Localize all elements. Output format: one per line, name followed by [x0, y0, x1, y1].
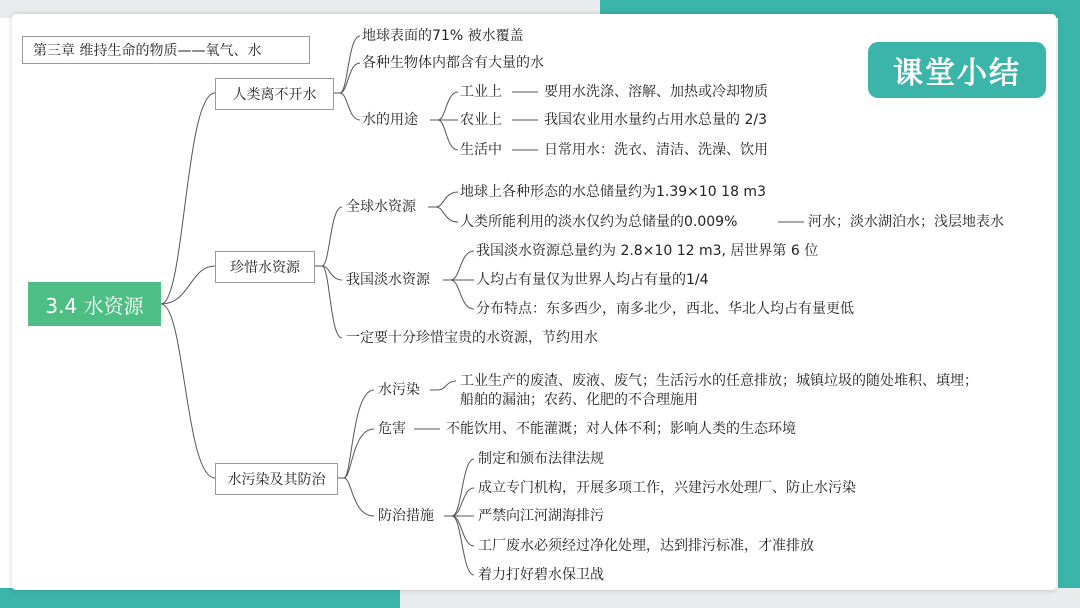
measure-item: 工厂废水必须经过净化处理，达到排污标准，才准排放 [478, 538, 814, 554]
pollution-sources-line2: 船舶的漏油；农药、化肥的不合理施用 [460, 392, 698, 408]
root-node: 3.4 水资源 [28, 282, 161, 326]
uses-daily-label: 生活中 [460, 142, 502, 158]
uses-industry-label: 工业上 [460, 84, 502, 100]
b1-item-organisms: 各种生物体内都含有大量的水 [362, 55, 544, 71]
uses-agriculture-label: 农业上 [460, 112, 502, 128]
measure-item: 严禁向江河湖海排污 [478, 508, 604, 524]
measure-item: 成立专门机构，开展多项工作，兴建污水处理厂、防止水污染 [478, 480, 856, 496]
uses-industry-desc: 要用水洗涤、溶解、加热或冷却物质 [544, 84, 768, 100]
china-item-distribution: 分布特点：东多西少，南多北少，西北、华北人均占有量更低 [476, 301, 854, 317]
measure-item: 着力打好碧水保卫战 [478, 567, 604, 583]
chapter-title: 第三章 维持生命的物质——氧气、水 [22, 36, 310, 64]
global-item-total: 地球上各种形态的水总储量约为1.39×10 18 m3 [460, 184, 766, 200]
b1-uses-label: 水的用途 [362, 112, 418, 128]
china-item-per-capita: 人均占有量仅为世界人均占有量的1/4 [476, 272, 709, 288]
b2-conserve-water: 一定要十分珍惜宝贵的水资源，节约用水 [346, 330, 598, 346]
global-item-usable: 人类所能利用的淡水仅约为总储量的0.009% [460, 214, 738, 230]
harm-desc: 不能饮用、不能灌溉；对人体不利；影响人类的生态环境 [446, 421, 796, 437]
pollution-sources-line1: 工业生产的废渣、废液、废气；生活污水的任意排放；城镇垃圾的随处堆积、填埋； [460, 373, 978, 389]
china-water-label: 我国淡水资源 [346, 272, 430, 288]
branch-humans-need-water: 人类离不开水 [215, 78, 334, 110]
global-item-usable-sources: 河水；淡水湖泊水；浅层地表水 [808, 214, 1004, 230]
global-water-label: 全球水资源 [346, 199, 416, 215]
branch-pollution-control: 水污染及其防治 [215, 463, 338, 495]
b1-item-surface: 地球表面的71% 被水覆盖 [362, 28, 524, 44]
china-item-total: 我国淡水资源总量约为 2.8×10 12 m3, 居世界第 6 位 [476, 243, 819, 259]
uses-agriculture-desc: 我国农业用水量约占用水总量的 2/3 [544, 112, 767, 128]
uses-daily-desc: 日常用水：洗衣、清洁、洗澡、饮用 [544, 142, 768, 158]
measures-label: 防治措施 [378, 508, 434, 524]
summary-badge: 课堂小结 [868, 42, 1046, 98]
branch-cherish-water: 珍惜水资源 [215, 251, 315, 283]
harm-label: 危害 [378, 421, 406, 437]
pollution-label: 水污染 [378, 382, 420, 398]
measure-item: 制定和颁布法律法规 [478, 451, 604, 467]
